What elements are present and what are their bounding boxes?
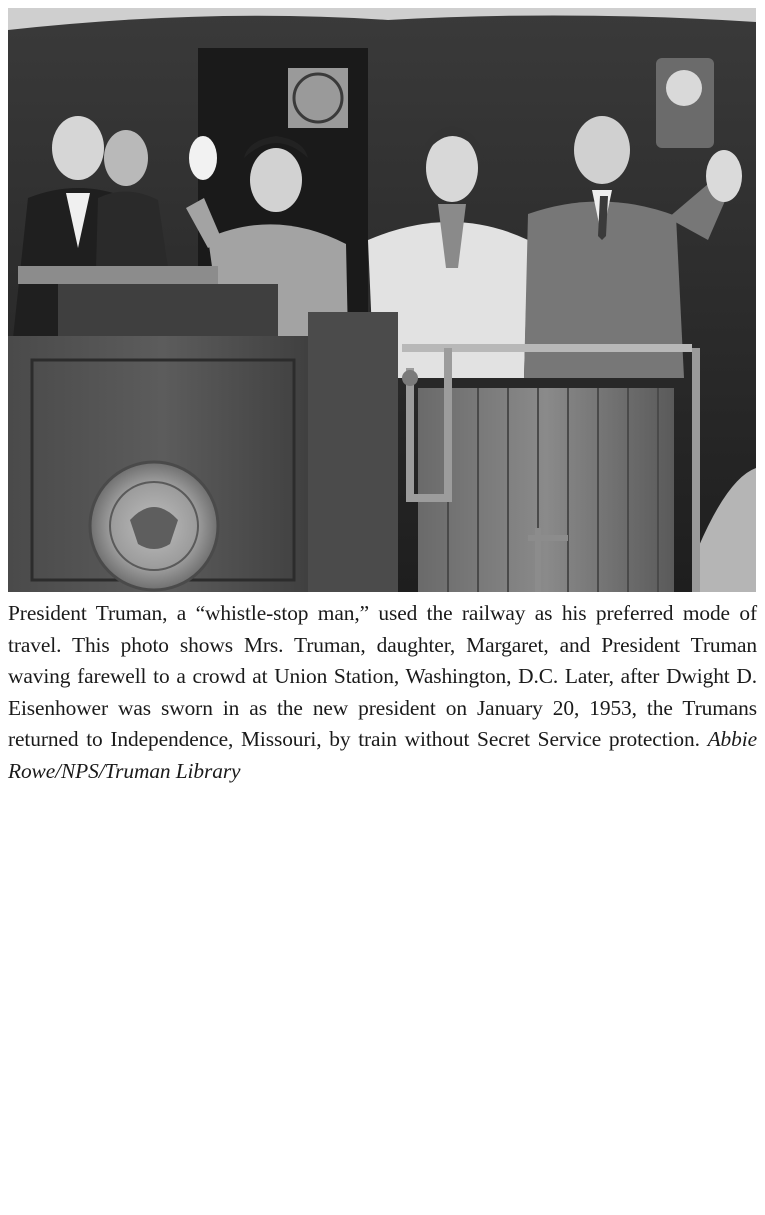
post-shape [308, 312, 398, 592]
lectern-shape [58, 284, 278, 338]
person-shape [52, 116, 104, 180]
fan-shape [288, 68, 348, 128]
caption-text: President Truman, a “whistle-stop man,” used the railway as his preferred mode of travel. This photo shows Mrs. Truman, daughter, Margaret, and President Truman waving farewell to a crowd at Union Station, Washington, D.C. Later, after Dwight D. Eisenhower was sworn in as the new president on January 20, 1953, the Trumans returned to Independence, Missouri, by train without Secret Service protection. [8, 601, 757, 752]
suit-shape [96, 191, 168, 268]
person-shape [250, 148, 302, 212]
train-platform-photo [8, 8, 756, 592]
hand-shape [706, 150, 742, 202]
railing-post-shape [692, 348, 700, 592]
person-shape [104, 130, 148, 186]
photo-illustration [8, 8, 756, 592]
glove-shape [189, 136, 217, 180]
lantern-lens-shape [666, 70, 702, 106]
gate-shape [418, 388, 674, 592]
lectern-shape [18, 266, 218, 284]
person-shape [574, 116, 630, 184]
photo-credit: Abbie Rowe/NPS/Truman Library [8, 727, 757, 783]
person-shape [426, 134, 478, 202]
photo-caption [8, 598, 757, 788]
valve-shape [402, 370, 418, 386]
